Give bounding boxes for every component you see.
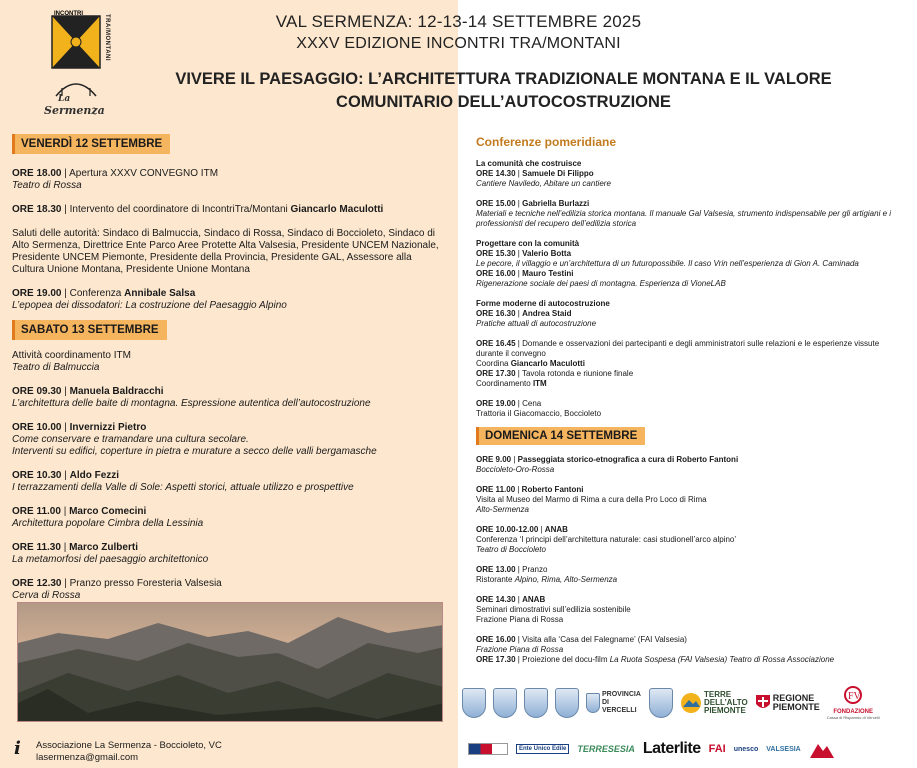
- time: ORE 10.00-12.00: [476, 525, 539, 534]
- sunday-event-2: ORE 11.00 | Roberto Fantoni Visita al Museo del Marmo di Rima a cura della Pro Loco di Rima Alto-Sermenza: [476, 485, 906, 515]
- saturday-badge: SABATO 13 SETTEMBRE: [12, 320, 167, 340]
- saturday-event: ORE 10.30 | Aldo Fezzi I terrazzamenti della Valle di Sole: Aspetti storici, attuale utilizzo e prospettive: [12, 470, 442, 494]
- block-title: Progettare con la comunità: [476, 239, 580, 248]
- fondazione-emblem-icon: [841, 686, 865, 704]
- regione-line-2: PIEMONTE: [772, 702, 820, 712]
- sunday-event-3: ORE 10.00-12.00 | ANAB Conferenza ‘I principi dell’architettura naturale: casi studionell’arco alpino’ Teatro di Boccioleto: [476, 525, 906, 555]
- desc: Intervento del coordinatore di IncontriTra/Montani: [69, 204, 288, 215]
- talk-title: Materiali e tecniche nell’edilizia storica montana. Il manuale Gal Valsesia, strumento indispensabile per gli artigiani e i professionisti del recupero dell’edilizia storica: [476, 209, 892, 228]
- friday-event-3: ORE 19.00 | Conferenza Annibale Salsa L’epopea dei dissodatori: La costruzione del Paesaggio Alpino: [12, 288, 442, 312]
- time: ORE 17.30: [476, 369, 516, 378]
- logo-side-text: TRA/MONTANI: [104, 14, 110, 62]
- desc: Pranzo presso Foresteria Valsesia: [69, 578, 222, 589]
- speaker: Andrea Staid: [522, 309, 572, 318]
- saturday-lunch: ORE 12.30 | Pranzo presso Foresteria Valsesia Cerva di Rossa: [12, 578, 442, 602]
- speaker: Samuele Di Filippo: [522, 169, 594, 178]
- sunday-event-5: ORE 14.30 | ANAB Seminari dimostrativi sull’edilizia sostenibile Frazione Piana di Rossa: [476, 595, 906, 625]
- event-edition: XXXV EDIZIONE INCONTRI TRA/MONTANI: [296, 35, 621, 52]
- municipality-crest-icon: [649, 688, 673, 718]
- place: Boccioleto-Oro-Rossa: [476, 465, 555, 474]
- fondazione-sub: Cassa di Risparmio di Vercelli: [826, 715, 880, 720]
- coord-label: Coordinamento: [476, 379, 531, 388]
- time: ORE 09.30: [12, 386, 62, 397]
- fondazione-label: FONDAZIONE: [833, 709, 874, 715]
- speaker: Mauro Testini: [522, 269, 574, 278]
- event-subtitle: [0, 68, 917, 114]
- header: [0, 0, 917, 125]
- terre-line-1: TERRE: [704, 690, 732, 699]
- regione-shield-icon: [755, 694, 771, 712]
- event-title: VAL SERMENZA: 12-13-14 SETTEMBRE 2025: [275, 12, 642, 31]
- mountain-logo-icon: [809, 739, 835, 759]
- time: ORE 11.00: [476, 485, 516, 494]
- subtitle-line-2: COMUNITARIO DELL’AUTOCOSTRUZIONE: [336, 93, 671, 111]
- desc: Seminari dimostrativi sull’edilizia sostenibile: [476, 605, 631, 614]
- sunday-event-6: ORE 16.00 | Visita alla ‘Casa del Falegname’ (FAI Valsesia) Frazione Piana di Rossa ORE 17.30 | Proiezione del docu-film La Ruota Sospesa (FAI Valsesia) Teatro di Rossa Associazione: [476, 635, 906, 665]
- right-column: [476, 137, 906, 675]
- time: ORE 16.00: [476, 269, 516, 278]
- mountain-landscape-photo: [17, 602, 443, 722]
- place-b: Alpino, Rima, Alto-Sermenza: [514, 575, 618, 584]
- speaker: Roberto Fantoni: [521, 485, 584, 494]
- fondazione-logo: [827, 686, 880, 720]
- footer-contact: [36, 740, 222, 764]
- saturday-event: ORE 09.30 | Manuela Baldracchi L’architettura delle baite di montagna. Espressione autentica dell’autocostruzione: [12, 386, 442, 410]
- footer-email[interactable]: lasermenza@gmail.com: [36, 752, 139, 763]
- time: ORE 14.30: [476, 595, 516, 604]
- fai-logo: FAI: [708, 743, 726, 755]
- saturday-event: ORE 11.00 | Marco Comecini Architettura popolare Cimbra della Lessinia: [12, 506, 442, 530]
- terre-line-3: PIEMONTE: [704, 706, 746, 715]
- talk-title: Pratiche attuali di autocostruzione: [476, 319, 597, 328]
- terre-label: [704, 691, 748, 715]
- friday-greetings: Saluti delle autorità: Sindaco di Balmuccia, Sindaco di Rossa, Sindaco di Boccioleto, Sindaco di Alto Sermenza, Direttrice Ente Parco Aree Protette Alta Valsesia, Presidente UNCEM Nazionale, Presidente UNCEM Piemonte, Presidente della Provincia, Presidente GAL, Assessore alla Cultura Unione Montana, Presidente Unione Montana: [12, 228, 439, 275]
- place: Frazione Piana di Rossa: [476, 645, 564, 654]
- afternoon-heading: Conferenze pomeridiane: [476, 135, 617, 149]
- speaker: Annibale Salsa: [124, 288, 196, 299]
- film-title: La Ruota Sospesa (FAI Valsesia) Teatro di Rossa Associazione: [609, 655, 835, 664]
- time: ORE 11.30: [12, 542, 61, 553]
- place: Teatro di Rossa: [12, 180, 82, 191]
- speaker: Marco Zulberti: [69, 542, 138, 553]
- regione-line-1: REGIONE: [772, 693, 815, 703]
- time: ORE 15.00: [476, 199, 516, 208]
- time: ORE 14.30: [476, 169, 516, 178]
- provincia-crest-icon: [586, 693, 600, 713]
- place: Teatro di Balmuccia: [12, 362, 100, 373]
- time: ORE 18.30: [12, 204, 62, 215]
- partner-logo-icon: [468, 743, 508, 755]
- sponsor-logos-row-1: [462, 683, 912, 723]
- footer-address: Associazione La Sermenza - Boccioleto, VC: [36, 740, 222, 751]
- desc: Visita al Museo del Marmo di Rima a cura della Pro Loco di Rima: [476, 495, 707, 504]
- municipality-crest-icon: [462, 688, 486, 718]
- sunday-event-1: ORE 9.00 | Passeggiata storico-etnografica a cura di Roberto Fantoni Boccioleto-Oro-Rossa: [476, 455, 906, 475]
- sunday-event-4: ORE 13.00 | Pranzo Ristorante Alpino, Rima, Alto-Sermenza: [476, 565, 618, 584]
- desc: Pranzo: [522, 565, 548, 574]
- talk-title: Le pecore, il villaggio e un’architettura di un futuropossibile. Il caso Vrin nell’esperienza di Gion A. Caminada: [476, 259, 859, 268]
- speaker: Invernizzi Pietro: [69, 422, 147, 433]
- time: ORE 10.00: [12, 422, 62, 433]
- afternoon-block-3: Progettare con la comunità ORE 15.30 | Valerio Botta Le pecore, il villaggio e un’architettura di un futuropossibile. Il caso Vrin nell’esperienza di Gion A. Caminada ORE 16.00 | Mauro Testini Rigenerazione sociale dei paesi di montagna. Esperienza di VioneLAB: [476, 239, 906, 289]
- desc: Tavola rotonda e riunione finale: [521, 369, 634, 378]
- terresesia-logo: TERRESESIA: [577, 744, 635, 754]
- talk-title: Cantiere Naviledo, Abitare un cantiere: [476, 179, 611, 188]
- ente-unico-edile-logo: Ente Unico Edile: [516, 744, 569, 754]
- time: ORE 13.00: [476, 565, 516, 574]
- afternoon-block-2: ORE 15.00 | Gabriella Burlazzi Materiali e tecniche nell’edilizia storica montana. Il manuale Gal Valsesia, strumento indispensabile per gli artigiani e i professionisti del recupero dell’edilizia storica: [476, 199, 906, 229]
- speaker: ANAB: [522, 595, 546, 604]
- talk-title-2: Interventi su edifici, coperture in pietra e murature a secco delle valli bergamasche: [12, 446, 377, 457]
- laterlite-logo: Laterlite: [642, 740, 701, 757]
- saturday-event: ORE 10.00 | Invernizzi Pietro Come conservare e tramandare una cultura secolare. Interventi su edifici, coperture in pietra e murature a secco delle valli bergamasche: [12, 422, 442, 458]
- logo-caption-la: La: [58, 94, 71, 104]
- desc: Conferenza: [69, 288, 122, 299]
- afternoon-block-1: La comunità che costruisce ORE 14.30 | Samuele Di Filippo Cantiere Naviledo, Abitare un cantiere: [476, 159, 906, 189]
- afternoon-block-5: ORE 16.45 | Domande e osservazioni dei partecipanti e degli amministratori sulle relazioni e le esperienze vissute durante il convegno Coordina Giancarlo Maculotti ORE 17.30 | Tavola rotonda e riunione finale Coordinamento ITM: [476, 339, 880, 388]
- valsesia-logo: VALSESIA: [766, 745, 801, 753]
- desc: Attività coordinamento ITM: [12, 350, 131, 361]
- saturday-intro: [12, 350, 442, 374]
- place-a: Ristorante: [476, 575, 513, 584]
- time: ORE 16.30: [476, 309, 516, 318]
- desc: Proiezione del docu-film: [522, 655, 608, 664]
- regione-piemonte-logo: [755, 694, 820, 712]
- place: Frazione Piana di Rossa: [476, 615, 564, 624]
- time: ORE 17.30: [476, 655, 516, 664]
- speaker: Aldo Fezzi: [69, 470, 120, 481]
- talk-title: L’architettura delle baite di montagna. Espressione autentica dell’autocostruzione: [12, 398, 371, 409]
- talk-title: L’epopea dei dissodatori: La costruzione del Paesaggio Alpino: [12, 300, 287, 311]
- time: ORE 9.00: [476, 455, 512, 464]
- desc: Conferenza ‘I principi dell’architettura naturale: casi studionell’arco alpino’: [476, 535, 737, 544]
- desc: Apertura XXXV CONVEGNO ITM: [69, 168, 219, 179]
- friday-event-1: ORE 18.00 | Apertura XXXV CONVEGNO ITM Teatro di Rossa: [12, 168, 442, 192]
- saturday-event: ORE 11.30 | Marco Zulberti La metamorfosi del paesaggio architettonico: [12, 542, 442, 566]
- desc: Passeggiata storico-etnografica a cura di Roberto Fantoni: [517, 455, 739, 464]
- speaker: Gabriella Burlazzi: [522, 199, 590, 208]
- block-title: La comunità che costruisce: [476, 159, 582, 168]
- terre-alto-piemonte-logo: [680, 691, 748, 715]
- place: Alto-Sermenza: [476, 505, 529, 514]
- desc: Visita alla ‘Casa del Falegname’ (FAI Valsesia): [522, 635, 687, 644]
- sponsor-logos-row-2: [468, 734, 914, 764]
- speaker: Valerio Botta: [522, 249, 572, 258]
- municipality-crest-icon: [493, 688, 517, 718]
- talk-title: Come conservare e tramandare una cultura secolare.: [12, 434, 249, 445]
- municipality-crest-icon: [524, 688, 548, 718]
- talk-title: La metamorfosi del paesaggio architettonico: [12, 554, 209, 565]
- time: ORE 19.00: [476, 399, 516, 408]
- place: Teatro di Boccioleto: [476, 545, 546, 554]
- time: ORE 10.30: [12, 470, 62, 481]
- info-icon: i: [14, 738, 21, 759]
- friday-badge: VENERDÌ 12 SETTEMBRE: [12, 134, 170, 154]
- friday-event-2: ORE 18.30 | Intervento del coordinatore di IncontriTra/Montani Giancarlo Maculotti: [12, 204, 384, 215]
- provincia-logo: [586, 691, 642, 715]
- municipality-crest-icon: [555, 688, 579, 718]
- coord-name: Giancarlo Maculotti: [510, 359, 585, 368]
- logo-caption-sermenza: Sermenza: [44, 104, 105, 117]
- subtitle-line-1: VIVERE IL PAESAGGIO: L’ARCHITETTURA TRADIZIONALE MONTANA E IL VALORE: [175, 70, 832, 88]
- speaker: Manuela Baldracchi: [69, 386, 164, 397]
- svg-text:FV: FV: [848, 691, 861, 702]
- terre-line-2: DELL’ALTO: [704, 698, 748, 707]
- time: ORE 12.30: [12, 578, 62, 589]
- coord-label: Coordina: [476, 359, 509, 368]
- desc: Domande e osservazioni dei partecipanti e degli amministratori sulle relazioni e le esperienze vissute durante il convegno: [476, 339, 880, 358]
- time: ORE 15.30: [476, 249, 516, 258]
- provincia-label: PROVINCIA DI VERCELLI: [602, 691, 641, 714]
- left-column: [12, 134, 442, 614]
- talk-title: Rigenerazione sociale dei paesi di montagna. Esperienza di VioneLAB: [476, 279, 726, 288]
- unesco-logo: unesco: [733, 745, 759, 753]
- speaker: ANAB: [544, 525, 568, 534]
- sunday-badge: DOMENICA 14 SETTEMBRE: [476, 427, 645, 445]
- time: ORE 18.00: [12, 168, 62, 179]
- afternoon-block-4: Forme moderne di autocostruzione ORE 16.30 | Andrea Staid Pratiche attuali di autocostruzione: [476, 299, 906, 329]
- time: ORE 11.00: [12, 506, 61, 517]
- coord-name: ITM: [532, 379, 547, 388]
- time: ORE 16.45: [476, 339, 516, 348]
- place: Cerva di Rossa: [12, 590, 81, 601]
- logo-top-text: INCONTRI: [54, 11, 83, 17]
- desc: Cena: [522, 399, 542, 408]
- talk-title: I terrazzamenti della Valle di Sole: Aspetti storici, attuale utilizzo e prospettive: [12, 482, 354, 493]
- terre-sun-icon: [680, 692, 702, 714]
- speaker: Giancarlo Maculotti: [290, 204, 384, 215]
- afternoon-block-dinner: ORE 19.00 | Cena Trattoria il Giacomaccio, Boccioleto: [476, 399, 906, 419]
- time: ORE 19.00: [12, 288, 62, 299]
- block-title: Forme moderne di autocostruzione: [476, 299, 610, 308]
- talk-title: Architettura popolare Cimbra della Lessinia: [12, 518, 204, 529]
- place: Trattoria il Giacomaccio, Boccioleto: [476, 409, 602, 418]
- time: ORE 16.00: [476, 635, 516, 644]
- speaker: Marco Comecini: [69, 506, 147, 517]
- regione-label: [773, 694, 820, 712]
